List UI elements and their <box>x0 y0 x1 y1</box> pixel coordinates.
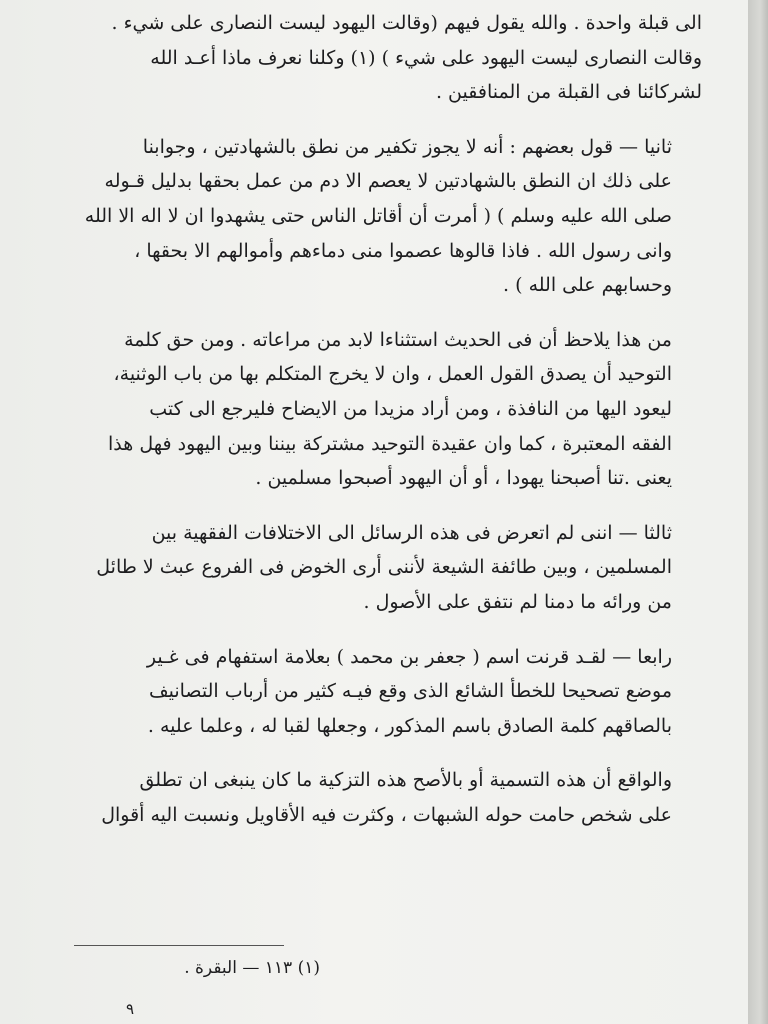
text-line: ثالثا — اننى لم اتعرض فى هذه الرسائل الى الاختلافات الفقهية بين <box>151 521 672 544</box>
text-line: موضع تصحيحا للخطأ الشائع الذى وقع فيـه كثير من أرباب التصانيف <box>148 680 672 703</box>
paragraph-3 <box>62 323 702 496</box>
text-line: الى قبلة واحدة . والله يقول فيهم (وقالت اليهود ليست النصارى على شيء . <box>111 12 702 34</box>
text-line: وانى رسول الله . فاذا قالوها عصموا منى دماءهم وأموالهم الا بحقها ، <box>134 239 672 262</box>
text-line: المسلمين ، وبين طائفة الشيعة لأننى أرى الخوض فى الفروع عبث لا طائل <box>96 556 672 579</box>
text-line: رابعا — لقـد قرنت اسم ( جعفر بن محمد ) بعلامة استفهام فى غـير <box>146 645 672 668</box>
text-line: من ورائه ما دمنا لم نتفق على الأصول . <box>363 590 672 613</box>
page-number: ٩ <box>126 1000 135 1018</box>
text-line: وحسابهم على الله ) . <box>503 274 672 297</box>
footnote: (١) ١١٣ — البقرة . <box>184 958 320 978</box>
paragraph-2 <box>62 130 702 303</box>
text-line: صلى الله عليه وسلم ) ( أمرت أن أقاتل الناس حتى يشهدوا ان لا اله الا الله <box>84 204 672 227</box>
text-line: على ذلك ان النطق بالشهادتين لا يعصم الا دم من عمل بحقها بدليل قـوله <box>104 170 672 193</box>
text-line: يعنى .تنا أصبحنا يهودا ، أو أن اليهود أصبحوا مسلمين . <box>255 467 672 490</box>
text-line: من هذا يلاحظ أن فى الحديث استثناءا لابد من مراعاته . ومن حق كلمة <box>124 328 672 351</box>
text-line: التوحيد أن يصدق القول العمل ، وان لا يخرج المتكلم بها من باب الوثنية، <box>113 363 672 386</box>
text-line: ليعود اليها من النافذة ، ومن أراد مزيدا من الايضاح فليرجع الى كتب <box>149 397 672 420</box>
body-text <box>62 6 702 832</box>
text-line: الفقه المعتبرة ، كما وان عقيدة التوحيد مشتركة بيننا وبين اليهود فهل هذا <box>108 432 672 455</box>
text-line: على شخص حامت حوله الشبهات ، وكثرت فيه الأقاويل ونسبت اليه أقوال <box>101 803 672 826</box>
text-line: والواقع أن هذه التسمية أو بالأصح هذه التزكية ما كان ينبغى ان تطلق <box>139 769 672 792</box>
paragraph-4 <box>62 516 702 620</box>
text-line: وقالت النصارى ليست اليهود على شيء ) (١) وكلنا نعرف ماذا أعـد الله <box>150 46 702 69</box>
paragraph-5 <box>62 640 702 744</box>
paragraph-1 <box>62 6 702 110</box>
text-line: بالصاقهم كلمة الصادق باسم المذكور ، وجعلها لقبا له ، وعلما عليه . <box>147 714 672 737</box>
paragraph-6 <box>62 763 702 832</box>
footnote-divider <box>74 945 284 946</box>
text-line: لشركائنا فى القبلة من المنافقين . <box>435 81 702 104</box>
page-edge <box>748 0 768 1024</box>
text-line: ثانيا — قول بعضهم : أنه لا يجوز تكفير من نطق بالشهادتين ، وجوابنا <box>142 135 672 158</box>
